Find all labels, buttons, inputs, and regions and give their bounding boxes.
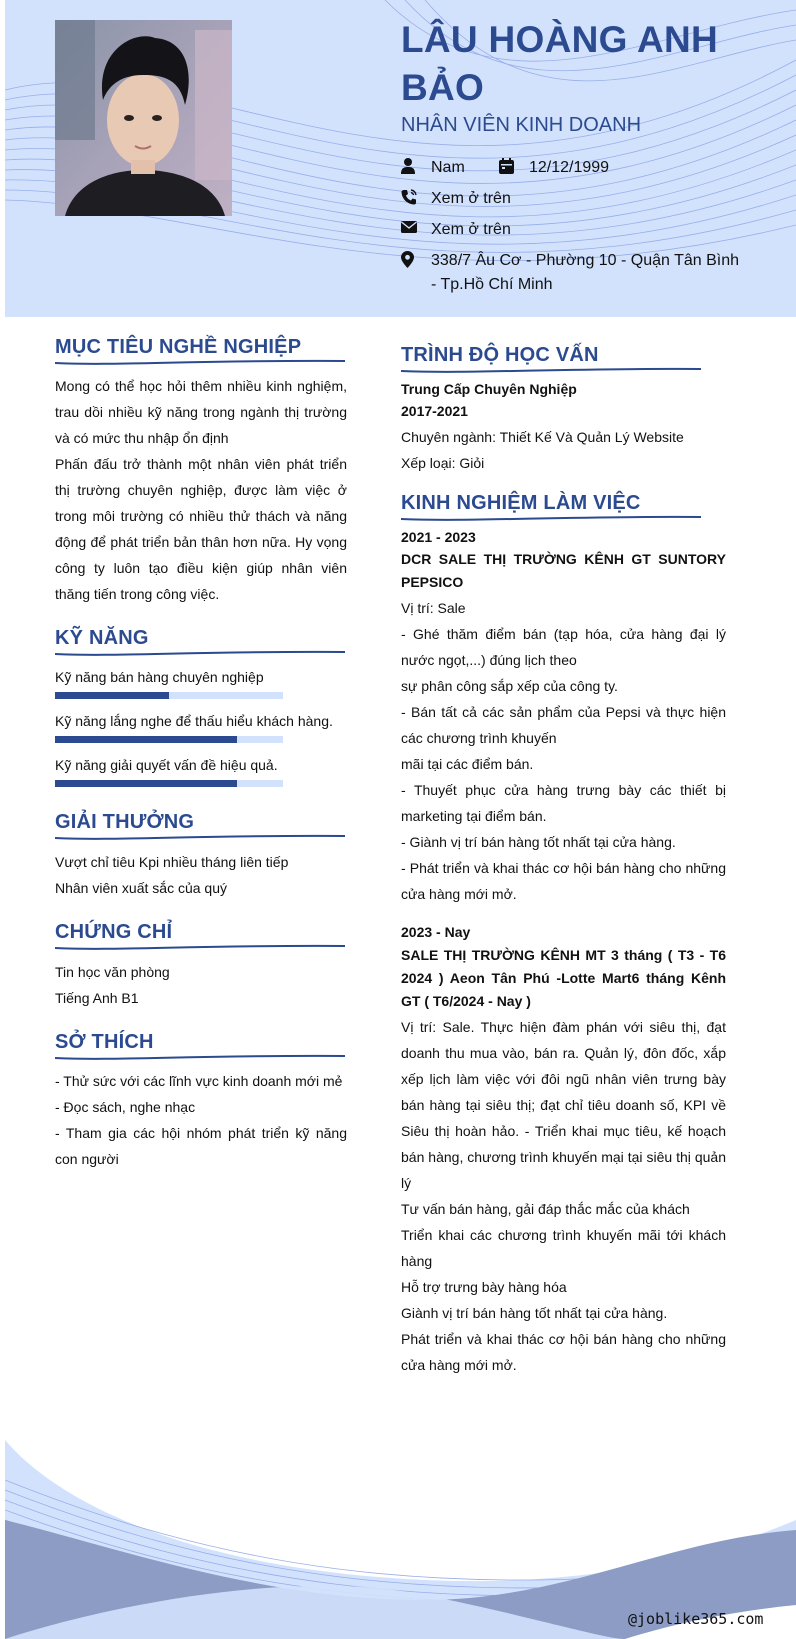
experience-underline [401, 513, 701, 523]
header-banner [5, 0, 796, 317]
job-2-period: 2023 - Nay [401, 924, 471, 940]
map-pin-icon [401, 249, 431, 268]
education-major: Chuyên ngành: Thiết Kế Và Quản Lý Website [401, 429, 684, 445]
phone-value: Xem ở trên [431, 190, 511, 207]
job-1-line-5: mãi tại các điểm bán. [401, 756, 534, 772]
user-icon [401, 156, 431, 174]
skill-fill-1 [55, 692, 169, 699]
certificates-title: CHỨNG CHỈ [55, 921, 173, 943]
hobbies-underline [55, 1052, 345, 1062]
skills-title: KỸ NĂNG [55, 627, 149, 649]
certificate-item-1: Tin học văn phòng [55, 964, 170, 980]
watermark-text: @joblike365.com [628, 1610, 764, 1628]
certificates-underline [55, 942, 345, 952]
awards-title: GIẢI THƯỞNG [55, 811, 195, 833]
skill-bar-1 [55, 692, 283, 699]
award-item-1: Vượt chỉ tiêu Kpi nhiều tháng liên tiếp [55, 854, 289, 870]
objective-title: MỤC TIÊU NGHỀ NGHIỆP [55, 336, 302, 358]
skill-label-3: Kỹ năng giải quyết vấn đề hiệu quả. [55, 757, 278, 773]
awards-underline [55, 832, 345, 842]
education-underline [401, 365, 701, 375]
hobbies-title: SỞ THÍCH [55, 1031, 154, 1053]
objective-paragraph-2: Phấn đấu trở thành một nhân viên phát triển thị trường chuyên nghiệp, được làm việc ở trong môi trường có nhiều thử thách và năng động để phát triển bản thân hơn nữa. Hy vọng công ty luôn tạo điều kiện giúp nhân viên thăng tiến trong công việc. [55, 456, 347, 602]
hobby-item-2: - Đọc sách, nghe nhạc [55, 1099, 196, 1115]
award-item-2: Nhân viên xuất sắc của quý [55, 880, 227, 896]
job-1-period: 2021 - 2023 [401, 529, 476, 545]
gender-birth-row [401, 156, 609, 180]
phone-row [401, 187, 511, 211]
job-1-line-2: - Ghé thăm điểm bán (tạp hóa, cửa hàng đại lý nước ngọt,...) đúng lịch theo [401, 626, 726, 668]
phone-icon [401, 187, 431, 205]
job-1-line-1: Vị trí: Sale [401, 600, 466, 616]
job-title: NHÂN VIÊN KINH DOANH [401, 114, 642, 136]
job-1-line-3: sự phân công sắp xếp của công ty. [401, 678, 618, 694]
job-2-line-5: Giành vị trí bán hàng tốt nhất tại cửa hàng. [401, 1305, 668, 1321]
job-1-line-7: - Giành vị trí bán hàng tốt nhất tại cửa hàng. [401, 834, 676, 850]
job-1-company: DCR SALE THỊ TRƯỜNG KÊNH GT SUNTORY PEPSICO [401, 551, 726, 590]
envelope-icon [401, 218, 431, 234]
skills-underline [55, 648, 345, 658]
hobby-item-1: - Thử sức với các lĩnh vực kinh doanh mới mẻ [55, 1073, 343, 1089]
education-school: Trung Cấp Chuyên Nghiệp [401, 381, 577, 397]
job-2-line-4: Hỗ trợ trưng bày hàng hóa [401, 1279, 567, 1295]
profile-photo [55, 20, 232, 216]
skill-fill-3 [55, 780, 237, 787]
job-1-line-4: - Bán tất cả các sản phẩm của Pepsi và thực hiện các chương trình khuyến [401, 704, 726, 746]
job-1-line-8: - Phát triển và khai thác cơ hội bán hàng cho những cửa hàng mới mở. [401, 860, 726, 902]
candidate-name: LÂU HOÀNG ANH BẢO [401, 19, 719, 108]
calendar-icon [499, 156, 529, 174]
address-value: 338/7 Âu Cơ - Phường 10 - Quận Tân Bình - Tp.Hồ Chí Minh [431, 252, 740, 293]
address-row [401, 249, 741, 297]
skill-bar-3 [55, 780, 283, 787]
skill-fill-2 [55, 736, 237, 743]
certificate-item-2: Tiếng Anh B1 [55, 990, 139, 1006]
education-years: 2017-2021 [401, 403, 468, 419]
objective-paragraph-1: Mong có thể học hỏi thêm nhiều kinh nghiệm, trau dồi nhiều kỹ năng trong ngành thị trường và có mức thu nhập ổn định [55, 378, 347, 446]
education-grade: Xếp loại: Giỏi [401, 455, 485, 471]
job-2-line-3: Triển khai các chương trình khuyến mãi tới khách hàng [401, 1227, 726, 1269]
email-row [401, 218, 511, 242]
skill-label-2: Kỹ năng lắng nghe để thấu hiểu khách hàng. [55, 713, 333, 729]
job-2-line-2: Tư vấn bán hàng, gải đáp thắc mắc của khách [401, 1201, 690, 1217]
skill-label-1: Kỹ năng bán hàng chuyên nghiệp [55, 669, 264, 685]
job-2-company: SALE THỊ TRƯỜNG KÊNH MT 3 tháng ( T3 - T6 2024 ) Aeon Tân Phú -Lotte Mart6 tháng Kênh GT ( T6/2024 - Nay ) [401, 947, 726, 1009]
job-1-line-6: - Thuyết phục cửa hàng trưng bày các thiết bị marketing tại điểm bán. [401, 782, 726, 824]
experience-title: KINH NGHIỆM LÀM VIỆC [401, 492, 641, 514]
gender-value: Nam [431, 159, 465, 176]
resume-page [5, 0, 796, 1639]
job-2-line-6: Phát triển và khai thác cơ hội bán hàng cho những cửa hàng mới mở. [401, 1331, 726, 1373]
objective-underline [55, 357, 345, 367]
email-value: Xem ở trên [431, 221, 511, 238]
education-title: TRÌNH ĐỘ HỌC VẤN [401, 344, 599, 366]
skill-bar-2 [55, 736, 283, 743]
birthdate-value: 12/12/1999 [529, 159, 610, 176]
job-2-line-1: Vị trí: Sale. Thực hiện đàm phán với siêu thị, đạt doanh thu mua vào, bán ra. Quản lý, đôn đốc, xắp xếp lịch làm việc với đôi ngũ nhân viên trưng bày bán hàng tại siêu thị; đạt chỉ tiêu doanh số, KPI về Siêu thị hoàn hảo. - Triển khai mục tiêu, kế hoạch bán hàng, chương trình khuyến mại tại siêu thị quản lý [401, 1019, 726, 1191]
hobby-item-3: - Tham gia các hội nhóm phát triển kỹ năng con người [55, 1125, 347, 1167]
